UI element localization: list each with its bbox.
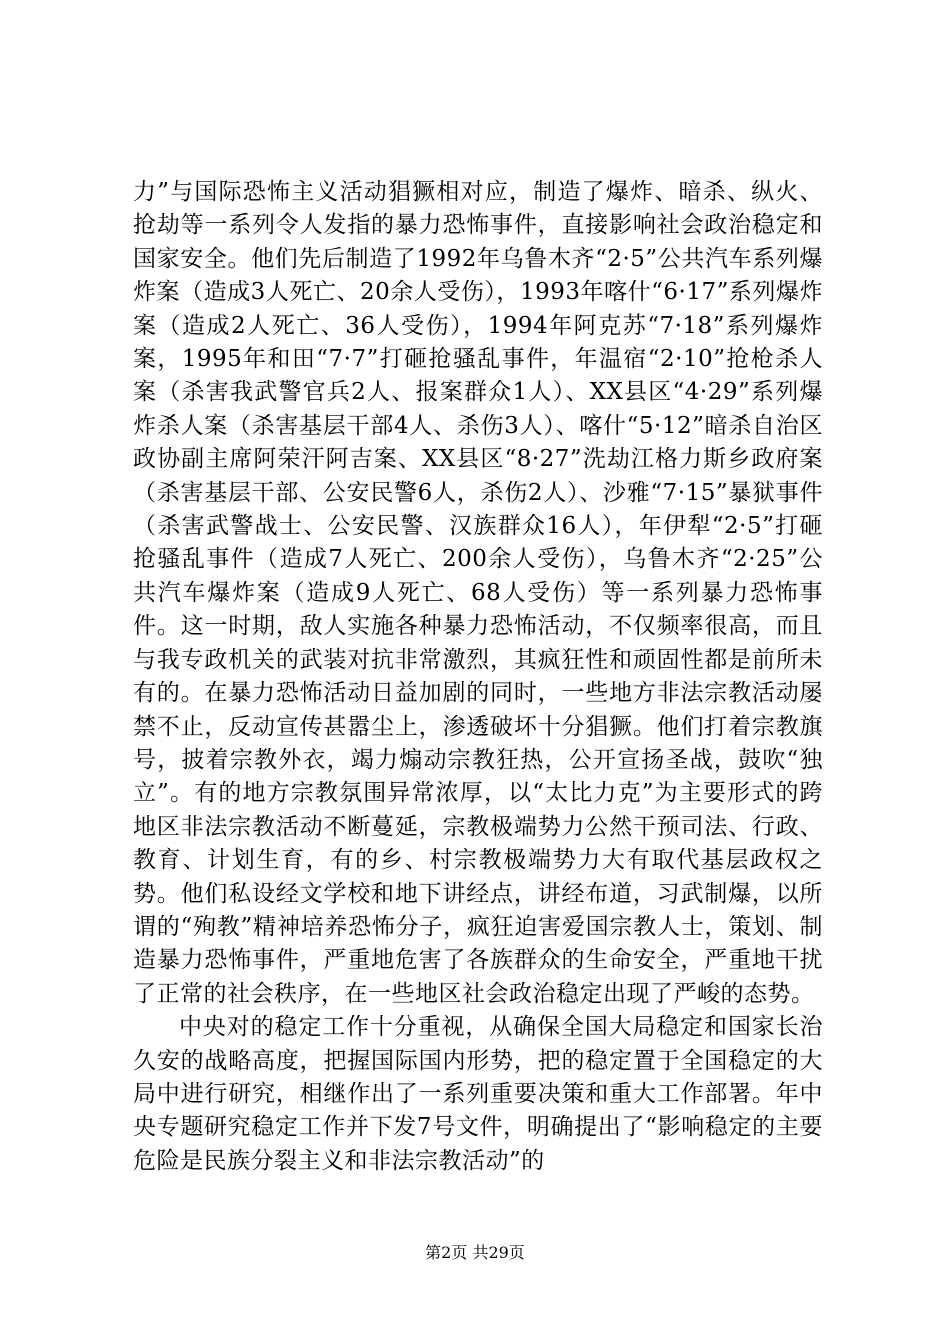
document-body: [133, 176, 823, 1178]
paragraph-1: 力”与国际恐怖主义活动猖獗相对应，制造了爆炸、暗杀、纵火、抢劫等一系列令人发指的暴力恐怖事件，直接影响社会政治稳定和国家安全。他们先后制造了1992年乌鲁木齐“2·5”公共汽车系列爆炸案（造成3人死亡、20余人受伤），1993年喀什“6·17”系列爆炸案（造成2人死亡、36人受伤），1994年阿克苏“7·18”系列爆炸案，1995年和田“7·7”打砸抢骚乱事件，年温宿“2·10”抢枪杀人案（杀害我武警官兵2人、报案群众1人）、XX县区“4·29”系列爆炸杀人案（杀害基层干部4人、杀伤3人）、喀什“5·12”暗杀自治区政协副主席阿荣汗阿吉案、XX县区“8·27”洗劫江格力斯乡政府案（杀害基层干部、公安民警6人，杀伤2人）、沙雅“7·15”暴狱事件（杀害武警战士、公安民警、汉族群众16人），年伊犁“2·5”打砸抢骚乱事件（造成7人死亡、200余人受伤），乌鲁木齐“2·25”公共汽车爆炸案（造成9人死亡、68人受伤）等一系列暴力恐怖事件。这一时期，敌人实施各种暴力恐怖活动，不仅频率很高，而且与我专政机关的武装对抗非常激烈，其疯狂性和顽固性都是前所未有的。在暴力恐怖活动日益加剧的同时，一些地方非法宗教活动屡禁不止，反动宣传甚嚣尘上，渗透破坏十分猖獗。他们打着宗教旗号，披着宗教外衣，竭力煽动宗教狂热，公开宣扬圣战，鼓吹“独立”。有的地方宗教氛围异常浓厚，以“太比力克”为主要形式的跨地区非法宗教活动不断蔓延，宗教极端势力公然干预司法、行政、教育、计划生育，有的乡、村宗教极端势力大有取代基层政权之势。他们私设经文学校和地下讲经点，讲经布道，习武制爆，以所谓的“殉教”精神培养恐怖分子，疯狂迫害爱国宗教人士，策划、制造暴力恐怖事件，严重地危害了各族群众的生命安全，严重地干扰了正常的社会秩序，在一些地区社会政治稳定出现了严峻的态势。: [133, 179, 823, 1007]
paragraph-2: 中央对的稳定工作十分重视，从确保全国大局稳定和国家长治久安的战略高度，把握国际国内形势，把的稳定置于全国稳定的大局中进行研究，相继作出了一系列重要决策和重大工作部署。年中央专题研究稳定工作并下发7号文件，明确提出了“影响稳定的主要危险是民族分裂主义和非法宗教活动”的: [133, 1014, 823, 1174]
page-number: 第2页 共29页: [425, 1243, 525, 1262]
page-footer: [0, 1240, 950, 1263]
